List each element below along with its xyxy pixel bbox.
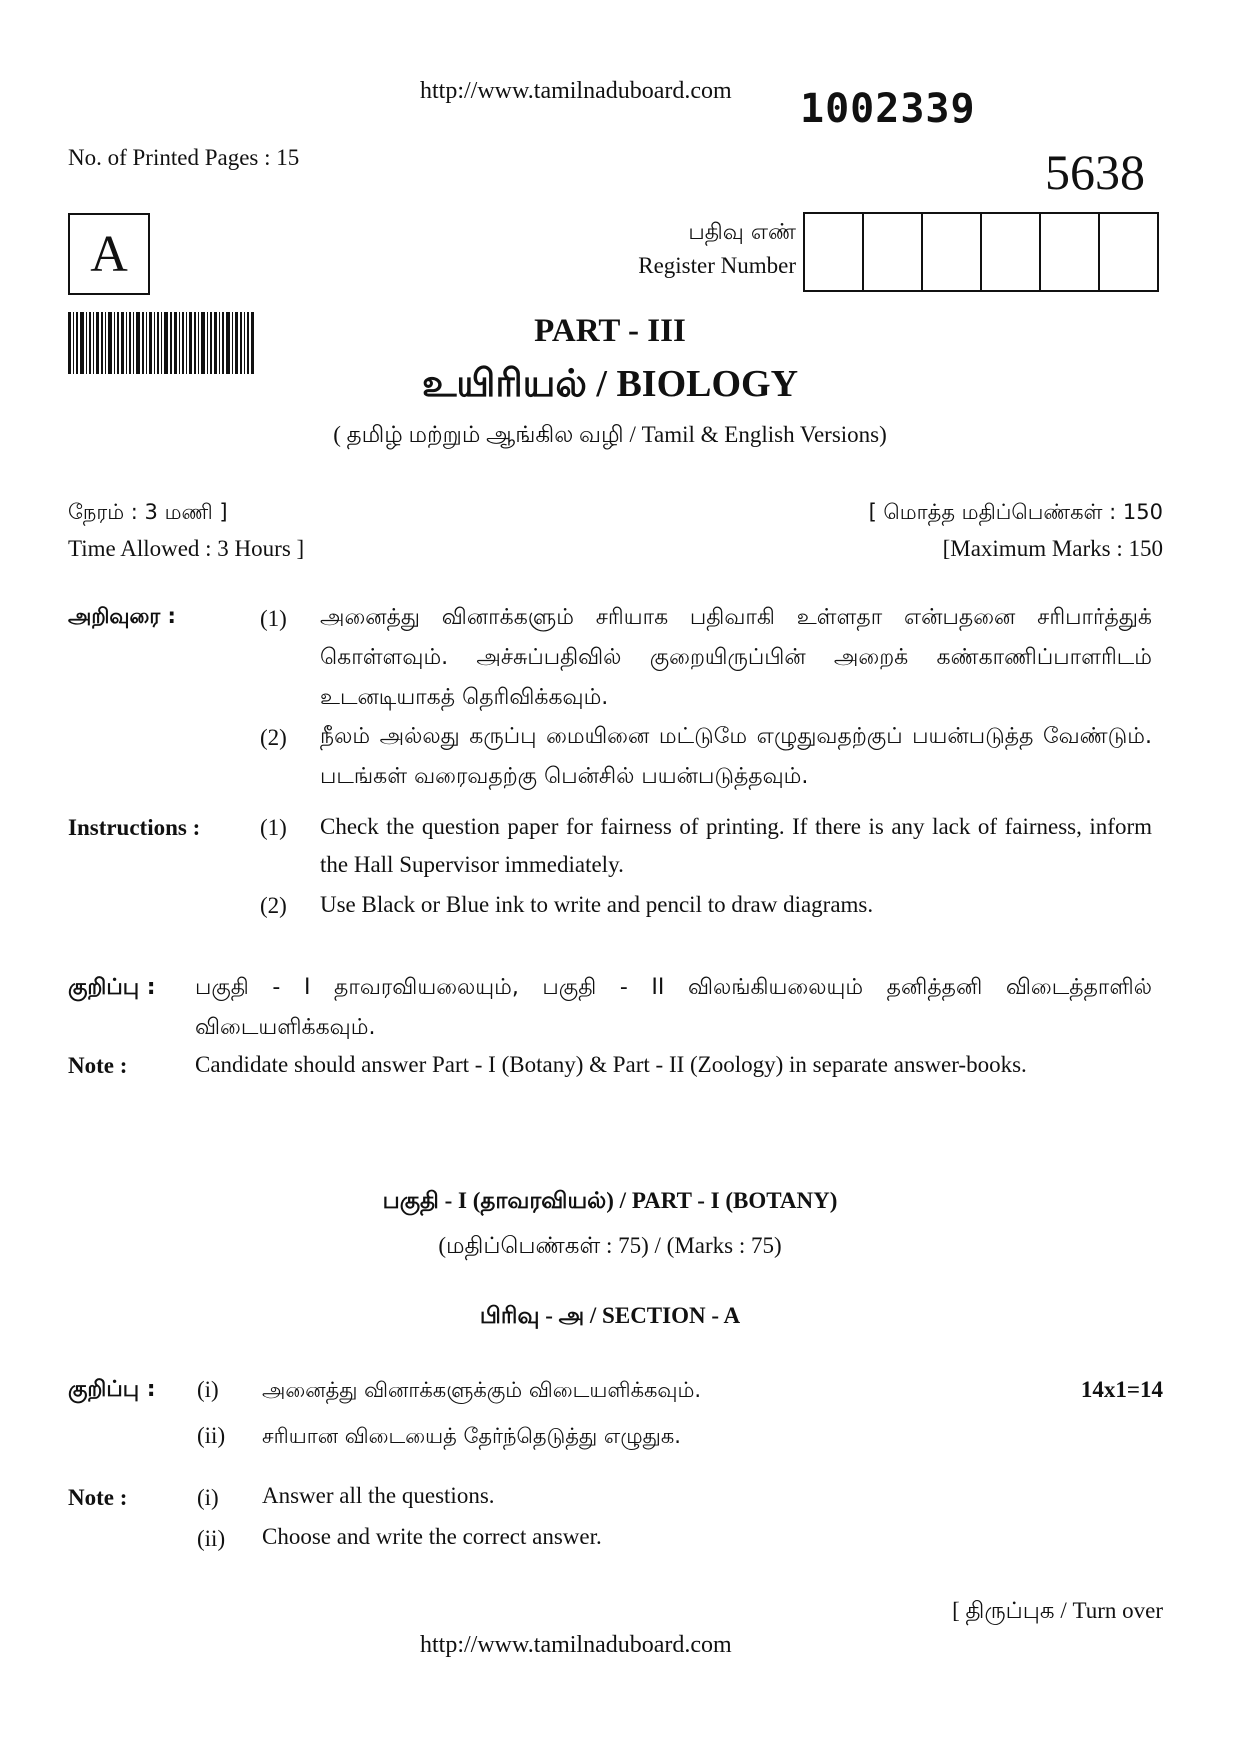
instruction-tamil-1: அனைத்து வினாக்களும் சரியாக பதிவாகி உள்ளதா என்பதனை சரிபார்த்துக் கொள்ளவும். அச்சுப்பதிவில் குறையிருப்பின் அறைக் கண்காணிப்பாளரிடம் உடனடியாகத் தெரிவிக்கவும்.	[320, 605, 1152, 710]
instruction-tamil-num-1: (1)	[260, 606, 287, 631]
serial-number: 1002339	[800, 86, 976, 132]
versions-subtitle: ( தமிழ் மற்றும் ஆங்கில வழி / Tamil & English Versions)	[333, 422, 887, 447]
instructions-tamil-label: அறிவுரை :	[68, 604, 176, 628]
turn-over: [ திருப்புக / Turn over	[952, 1598, 1163, 1623]
footer-url[interactable]: http://www.tamilnaduboard.com	[420, 1632, 732, 1658]
instruction-tamil-num-2: (2)	[260, 725, 287, 750]
register-label-tamil: பதிவு எண்	[688, 220, 796, 245]
register-label-english: Register Number	[638, 253, 796, 278]
note-section-tamil-num-2: (ii)	[197, 1423, 226, 1448]
instruction-english-1: Check the question paper for fairness of printing. If there is any lack of fairness, inform the Hall Supervisor immediately.	[320, 814, 1152, 877]
note-section-english-num-1: (i)	[197, 1485, 219, 1510]
paper-code: 5638	[1045, 144, 1145, 200]
subject-title: உயிரியல் / BIOLOGY	[421, 363, 799, 405]
register-digit-box[interactable]	[1100, 214, 1159, 290]
note-section-tamil-1: அனைத்து வினாக்களுக்கும் விடையளிக்கவும்.	[262, 1378, 702, 1402]
marks-scheme: 14x1=14	[1080, 1377, 1163, 1402]
marks-tamil: [ மொத்த மதிப்பெண்கள் : 150	[868, 500, 1163, 524]
note-part-tamil-text: பகுதி - I தாவரவியலையும், பகுதி - II விலங்கியலையும் தனித்தனி விடைத்தாளில் விடையளிக்கவும்.	[195, 975, 1152, 1040]
note-section-english-2: Choose and write the correct answer.	[262, 1524, 602, 1549]
part-title: PART - III	[534, 313, 686, 349]
instruction-english-num-2: (2)	[260, 893, 287, 918]
note-section-english-label: Note :	[68, 1485, 128, 1510]
register-digit-box[interactable]	[982, 214, 1041, 290]
instruction-english-num-1: (1)	[260, 815, 287, 840]
register-digit-box[interactable]	[1041, 214, 1100, 290]
series-letter-box	[68, 213, 150, 295]
time-tamil: நேரம் : 3 மணி ]	[68, 500, 228, 524]
register-digit-box[interactable]	[864, 214, 923, 290]
note-section-english-num-2: (ii)	[197, 1526, 226, 1551]
note-section-tamil-2: சரியான விடையைத் தேர்ந்தெடுத்து எழுதுக.	[262, 1424, 681, 1448]
series-letter: A	[90, 225, 128, 283]
instructions-english-label: Instructions :	[68, 815, 201, 840]
section-heading: பிரிவு - அ / SECTION - A	[479, 1303, 741, 1328]
register-digit-box[interactable]	[923, 214, 982, 290]
note-section-english-1: Answer all the questions.	[262, 1483, 495, 1508]
part-marks: (மதிப்பெண்கள் : 75) / (Marks : 75)	[438, 1233, 782, 1258]
register-number-boxes[interactable]	[803, 212, 1159, 292]
note-part-english-text: Candidate should answer Part - I (Botany) & Part - II (Zoology) in separate answer-books.	[195, 1052, 1027, 1077]
part-heading: பகுதி - I (தாவரவியல்) / PART - I (BOTANY)	[382, 1188, 838, 1213]
header-url[interactable]: http://www.tamilnaduboard.com	[420, 78, 732, 104]
note-section-tamil-label: குறிப்பு :	[68, 1377, 156, 1402]
printed-pages: No. of Printed Pages : 15	[68, 145, 300, 170]
marks-english: [Maximum Marks : 150	[942, 536, 1163, 561]
instruction-english-2: Use Black or Blue ink to write and pencil to draw diagrams.	[320, 892, 874, 917]
time-english: Time Allowed : 3 Hours ]	[68, 536, 305, 561]
register-digit-box[interactable]	[805, 214, 864, 290]
note-part-english-label: Note :	[68, 1053, 128, 1078]
note-section-tamil-num-1: (i)	[197, 1377, 219, 1402]
note-part-tamil-label: குறிப்பு :	[68, 975, 156, 1000]
instruction-tamil-2: நீலம் அல்லது கருப்பு மையினை மட்டுமே எழுதுவதற்குப் பயன்படுத்த வேண்டும். படங்கள் வரைவதற்கு பென்சில் பயன்படுத்தவும்.	[320, 724, 1152, 789]
